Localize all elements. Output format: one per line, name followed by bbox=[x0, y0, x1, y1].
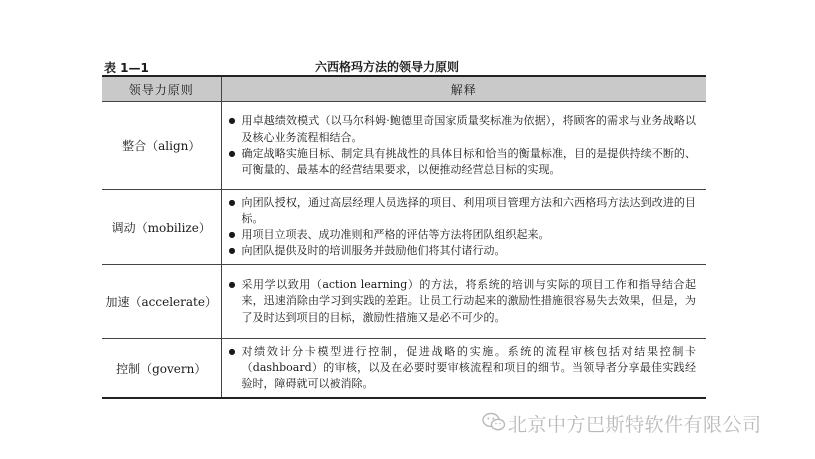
table-row bbox=[102, 102, 706, 190]
principle-cell: 整合（align） bbox=[102, 102, 221, 190]
table-row bbox=[102, 264, 706, 338]
bullet-point: ● 对绩效计分卡模型进行控制，促进战略的实施。系统的流程审核包括对结果控制卡（dashboard）的审核，以及在必要时要审核流程和项目的细节。当领导者分享最佳实践经验时，障碍就可以被消除。 bbox=[228, 344, 697, 393]
bullet-point: ● 向团队授权，通过高层经理人员选择的项目、利用项目管理方法和六西格玛方法达到改进的目标。 bbox=[228, 195, 697, 227]
explanation-cell bbox=[221, 190, 706, 264]
explanation-cell bbox=[221, 102, 706, 190]
bullet-point: ● 用项目立项表、成功准则和严格的评估等方法将团队组织起来。 bbox=[228, 227, 697, 243]
bullet-point: ● 确定战略实施目标、制定具有挑战性的具体目标和恰当的衡量标准，目的是提供持续不断的、可衡量的、最基本的经营结果要求，以便推动经营总目标的实现。 bbox=[228, 146, 697, 178]
table-row bbox=[102, 190, 706, 264]
bullet-point: ● 用卓越绩效模式（以马尔科姆·鲍德里奇国家质量奖标准为依据），将顾客的需求与业务战略以及核心业务流程相结合。 bbox=[228, 113, 697, 145]
principles-table bbox=[102, 75, 706, 399]
explanation-cell bbox=[221, 264, 706, 338]
table-row bbox=[102, 339, 706, 397]
principle-cell: 加速（accelerate） bbox=[102, 264, 221, 338]
bullet-point: ● 向团队提供及时的培训服务并鼓励他们将其付诸行动。 bbox=[228, 243, 697, 259]
header-explanation: 解释 bbox=[221, 77, 706, 102]
explanation-cell bbox=[221, 339, 706, 397]
header-principle: 领导力原则 bbox=[102, 77, 221, 102]
watermark-text: 北京中方巴斯特软件有限公司 bbox=[508, 414, 762, 436]
wechat-icon bbox=[482, 412, 506, 432]
bullet-point: ● 采用学以致用（action learning）的方法，将系统的培训与实际的项目工作和指导结合起来，迅速消除由学习到实践的差距。让员工行动起来的激励性措施很容易失去效果，但是，为了及时达到项目的目标，激励性措施又是必不可少的。 bbox=[228, 277, 697, 326]
table-title: 六西格玛方法的领导力原则 bbox=[315, 60, 460, 74]
principle-cell: 控制（govern） bbox=[102, 339, 221, 397]
principle-cell: 调动（mobilize） bbox=[102, 190, 221, 264]
table-number: 表 1—1 bbox=[104, 61, 149, 75]
table-header-row bbox=[102, 77, 706, 102]
